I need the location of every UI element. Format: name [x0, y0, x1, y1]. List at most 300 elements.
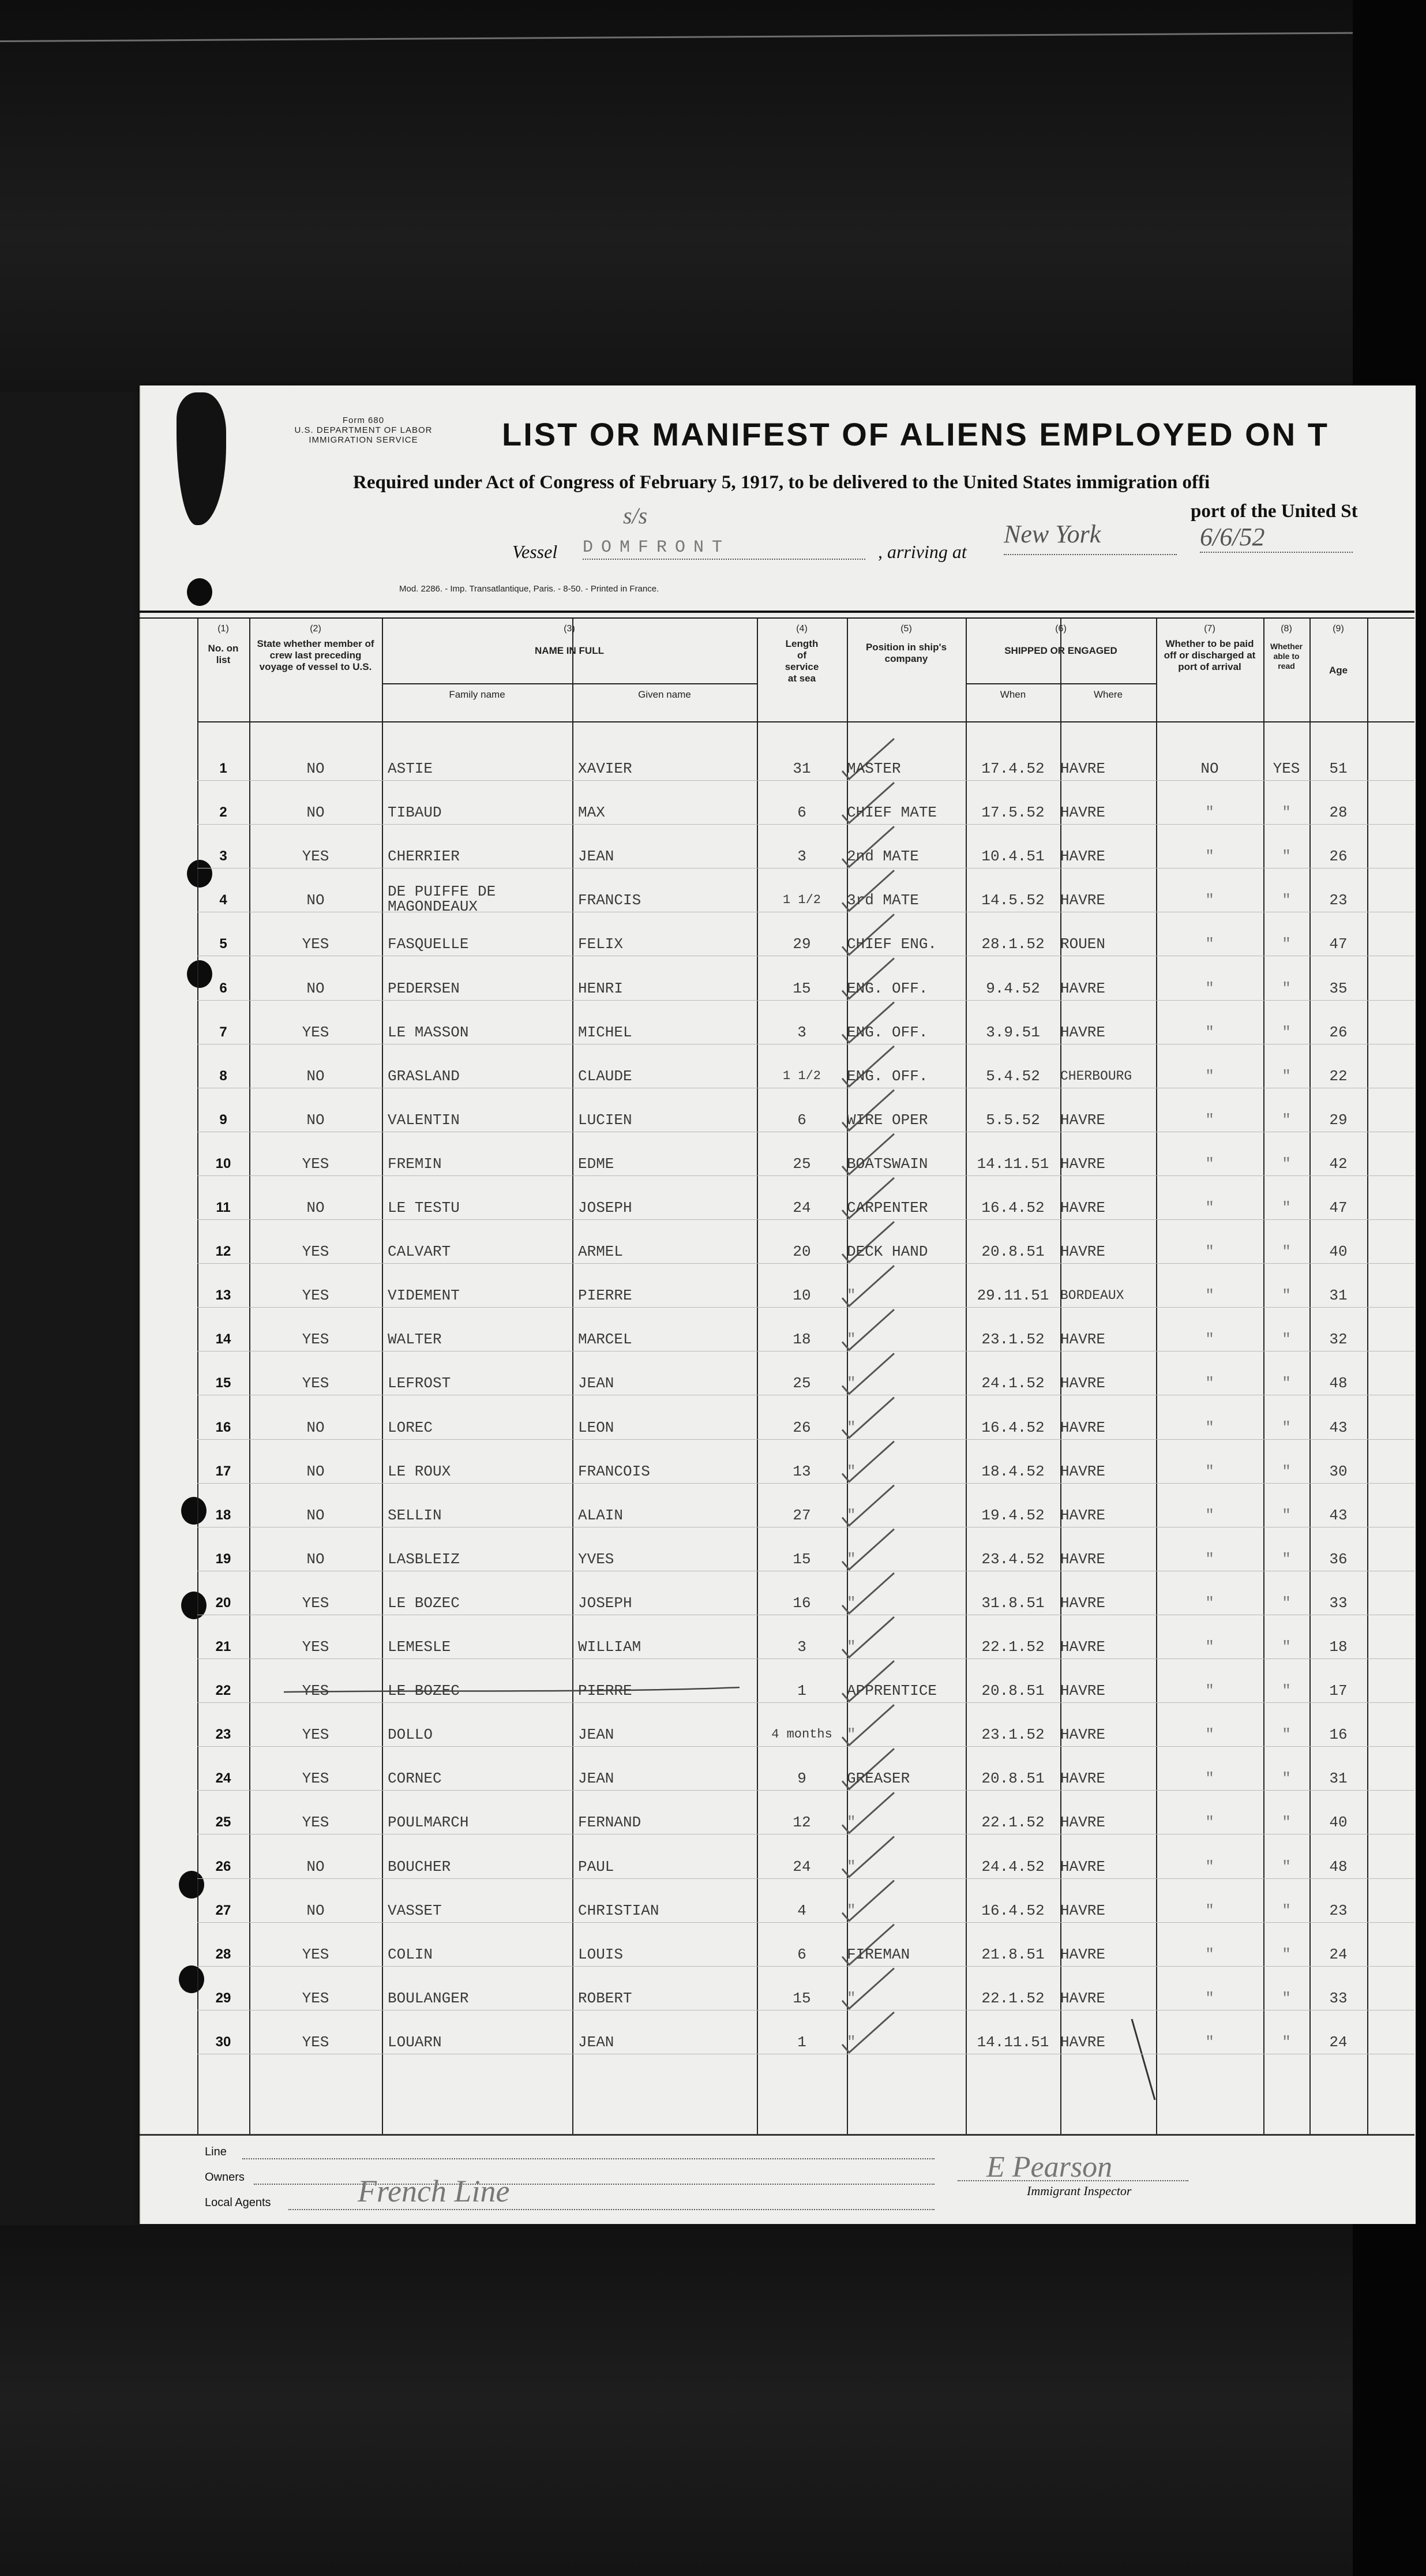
prev-voyage-cell: YES: [302, 1331, 329, 1349]
shipped-when-cell: 23.1.52: [981, 1331, 1045, 1349]
age-cell: 32: [1329, 1331, 1348, 1349]
able-to-read-cell: ": [1282, 1243, 1291, 1261]
inspector-label: Immigrant Inspector: [1027, 2184, 1132, 2198]
prev-voyage-cell: YES: [302, 1638, 329, 1656]
shipped-where-cell: HAVRE: [1060, 1418, 1106, 1436]
shipped-where-cell: HAVRE: [1060, 1243, 1106, 1261]
position-cell: ": [847, 1550, 856, 1568]
family-name-cell: LASBLEIZ: [388, 1550, 460, 1568]
given-name-cell: JEAN: [578, 1770, 614, 1788]
age-cell: 22: [1329, 1067, 1348, 1085]
shipped-where-cell: HAVRE: [1060, 892, 1106, 909]
shipped-where-cell: HAVRE: [1060, 848, 1106, 866]
prev-voyage-cell: YES: [302, 1023, 329, 1041]
service-length-cell: 10: [793, 1287, 811, 1305]
shipped-when-cell: 5.5.52: [986, 1111, 1040, 1129]
age-cell: 24: [1329, 1945, 1348, 1963]
service-length-cell: 27: [793, 1506, 811, 1524]
able-to-read-cell: ": [1282, 1901, 1291, 1919]
service-length-cell: 16: [793, 1594, 811, 1612]
printer-line: Mod. 2286. - Imp. Transatlantique, Paris. - 8-50. - Printed in France.: [399, 584, 659, 594]
shipped-where-cell: HAVRE: [1060, 1375, 1106, 1392]
able-to-read-cell: ": [1282, 1989, 1291, 2007]
prev-voyage-cell: NO: [306, 1506, 325, 1524]
local-agents-handwritten: French Line: [358, 2174, 510, 2208]
row-number: 10: [215, 1155, 231, 1171]
shipped-when-cell: 17.5.52: [981, 804, 1045, 822]
age-cell: 43: [1329, 1418, 1348, 1436]
row-rule: [197, 1483, 1414, 1484]
row-number: 5: [219, 936, 227, 952]
family-name-cell: LE TESTU: [388, 1199, 460, 1216]
col-read-header: Whether able to read: [1270, 642, 1303, 671]
row-number: 21: [215, 1639, 231, 1654]
local-agents-label: Local Agents: [205, 2196, 271, 2209]
paid-off-cell: ": [1205, 1462, 1214, 1480]
able-to-read-cell: ": [1282, 1858, 1291, 1875]
shipped-where-cell: HAVRE: [1060, 1506, 1106, 1524]
shipped-where-cell: HAVRE: [1060, 1989, 1106, 2007]
row-rule: [197, 1702, 1414, 1703]
position-cell: ENG. OFF.: [847, 1023, 928, 1041]
paid-off-cell: ": [1205, 1506, 1214, 1524]
able-to-read-cell: ": [1282, 1155, 1291, 1173]
document-subtitle-continued: port of the United St: [1191, 501, 1358, 522]
service-length-cell: 13: [793, 1462, 811, 1480]
shipped-when-cell: 14.11.51: [977, 2033, 1049, 2051]
position-cell: ": [847, 1462, 856, 1480]
service-length-cell: 20: [793, 1243, 811, 1261]
prev-voyage-cell: YES: [302, 1243, 329, 1261]
col-number-label: (6): [1055, 624, 1067, 634]
owners-dotted-field: [254, 2184, 935, 2185]
given-name-cell: YVES: [578, 1550, 614, 1568]
row-number: 18: [215, 1507, 231, 1523]
able-to-read-cell: ": [1282, 1770, 1291, 1788]
shipped-where-cell: HAVRE: [1060, 1638, 1106, 1656]
paid-off-cell: ": [1205, 1858, 1214, 1875]
prev-voyage-cell: YES: [302, 1594, 329, 1612]
row-number: 16: [215, 1419, 231, 1435]
able-to-read-cell: ": [1282, 1067, 1291, 1085]
shipped-where-cell: HAVRE: [1060, 1155, 1106, 1173]
service-length-cell: 1: [797, 1682, 806, 1700]
shipped-where-cell: ROUEN: [1060, 935, 1106, 953]
given-name-cell: CLAUDE: [578, 1067, 632, 1085]
able-to-read-cell: ": [1282, 1375, 1291, 1392]
service-length-cell: 9: [797, 1770, 806, 1788]
given-name-cell: JOSEPH: [578, 1594, 632, 1612]
col-number-label: (7): [1204, 624, 1215, 634]
family-name-cell: CALVART: [388, 1243, 451, 1261]
arrival-port: New York: [1004, 519, 1177, 555]
service-length-cell: 15: [793, 979, 811, 997]
shipped-when-cell: 14.11.51: [977, 1155, 1049, 1173]
position-cell: CHIEF ENG.: [847, 935, 937, 953]
shipped-when-cell: 22.1.52: [981, 1989, 1045, 2007]
position-cell: ": [847, 1418, 856, 1436]
position-cell: ": [847, 1638, 856, 1656]
shipped-when-cell: 24.4.52: [981, 1858, 1045, 1875]
col-shipped-header: SHIPPED OR ENGAGED: [1004, 645, 1117, 656]
given-name-cell: CHRISTIAN: [578, 1901, 659, 1919]
service-length-cell: 25: [793, 1155, 811, 1173]
row-rule: [197, 1878, 1414, 1879]
shipped-when-cell: 17.4.52: [981, 760, 1045, 777]
paid-off-cell: ": [1205, 1989, 1214, 2007]
position-cell: ENG. OFF.: [847, 1067, 928, 1085]
paid-off-cell: ": [1205, 1375, 1214, 1392]
shipped-when-cell: 20.8.51: [981, 1243, 1045, 1261]
service-length-cell: 24: [793, 1199, 811, 1216]
age-cell: 33: [1329, 1989, 1348, 2007]
local-agents-dotted-field: [288, 2209, 935, 2210]
paid-off-cell: ": [1205, 1814, 1214, 1832]
position-cell: APPRENTICE: [847, 1682, 937, 1700]
service-length-cell: 29: [793, 935, 811, 953]
age-cell: 36: [1329, 1550, 1348, 1568]
given-name-cell: ALAIN: [578, 1506, 624, 1524]
shipped-when-cell: 16.4.52: [981, 1418, 1045, 1436]
able-to-read-cell: ": [1282, 935, 1291, 953]
service-name: IMMIGRATION SERVICE: [309, 435, 418, 445]
shipped-when-cell: 9.4.52: [986, 979, 1040, 997]
able-to-read-cell: YES: [1273, 760, 1300, 777]
row-number: 15: [215, 1375, 231, 1391]
able-to-read-cell: ": [1282, 892, 1291, 909]
col-number-label: (5): [900, 624, 912, 634]
service-length-cell: 25: [793, 1375, 811, 1392]
shipped-when-cell: 21.8.51: [981, 1945, 1045, 1963]
position-cell: MASTER: [847, 760, 901, 777]
col-position-header: Position in ship's company: [865, 642, 947, 664]
row-rule: [197, 1439, 1414, 1440]
able-to-read-cell: ": [1282, 1462, 1291, 1480]
shipped-where-cell: HAVRE: [1060, 2033, 1106, 2051]
shipped-where-cell: HAVRE: [1060, 1594, 1106, 1612]
shipped-where-cell: HAVRE: [1060, 1111, 1106, 1129]
given-name-cell: ARMEL: [578, 1243, 624, 1261]
position-cell: ": [847, 1287, 856, 1305]
arriving-label: , arriving at: [878, 541, 967, 562]
age-cell: 40: [1329, 1814, 1348, 1832]
paid-off-cell: ": [1205, 1638, 1214, 1656]
vessel-name: DOMFRONT: [583, 538, 865, 560]
paid-off-cell: ": [1205, 1682, 1214, 1700]
prev-voyage-cell: YES: [302, 1814, 329, 1832]
row-rule: [197, 1790, 1414, 1791]
col-service-header: Length of service at sea: [785, 638, 819, 684]
row-number: 25: [215, 1814, 231, 1830]
able-to-read-cell: ": [1282, 1199, 1291, 1216]
col-number-label: (9): [1333, 624, 1344, 634]
given-name-cell: PIERRE: [578, 1682, 632, 1700]
family-name-cell: LOREC: [388, 1418, 433, 1436]
prev-voyage-cell: YES: [302, 1375, 329, 1392]
service-length-cell: 6: [797, 1945, 806, 1963]
age-cell: 47: [1329, 935, 1348, 953]
row-number: 29: [215, 1990, 231, 2006]
row-number: 26: [215, 1858, 231, 1874]
position-cell: BOATSWAIN: [847, 1155, 928, 1173]
given-name-cell: XAVIER: [578, 760, 632, 777]
row-number: 3: [219, 848, 227, 864]
shipped-when-cell: 23.1.52: [981, 1726, 1045, 1744]
given-name-cell: LUCIEN: [578, 1111, 632, 1129]
prev-voyage-cell: NO: [306, 1067, 325, 1085]
able-to-read-cell: ": [1282, 1111, 1291, 1129]
shipped-where-cell: HAVRE: [1060, 1462, 1106, 1480]
prev-voyage-cell: YES: [302, 1989, 329, 2007]
row-number: 7: [219, 1024, 227, 1040]
family-name-cell: ASTIE: [388, 760, 433, 777]
paid-off-cell: ": [1205, 1331, 1214, 1349]
paid-off-cell: ": [1205, 1243, 1214, 1261]
inspector-signature: E Pearson: [986, 2151, 1113, 2184]
document-subtitle: Required under Act of Congress of February 5, 1917, to be delivered to the United States immigration offi: [353, 472, 1210, 493]
row-number: 9: [219, 1111, 227, 1128]
position-cell: GREASER: [847, 1770, 910, 1788]
shipped-where-cell: HAVRE: [1060, 1901, 1106, 1919]
service-length-cell: 4: [797, 1901, 806, 1919]
family-name-cell: SELLIN: [388, 1506, 442, 1524]
given-name-cell: ROBERT: [578, 1989, 632, 2007]
able-to-read-cell: ": [1282, 1594, 1291, 1612]
age-cell: 48: [1329, 1375, 1348, 1392]
service-length-cell: 4 months: [771, 1727, 832, 1742]
prev-voyage-cell: YES: [302, 2033, 329, 2051]
shipped-when-cell: 20.8.51: [981, 1682, 1045, 1700]
service-length-cell: 31: [793, 760, 811, 777]
line-dotted-field: [242, 2158, 935, 2159]
family-name-cell: LEMESLE: [388, 1638, 451, 1656]
row-rule: [197, 780, 1414, 781]
family-name-cell: BOUCHER: [388, 1858, 451, 1875]
family-name-cell: LE BOZEC: [388, 1594, 460, 1612]
family-name-cell: VIDEMENT: [388, 1287, 460, 1305]
prev-voyage-cell: YES: [302, 1155, 329, 1173]
service-length-cell: 1 1/2: [782, 893, 821, 908]
col-no-header: No. on list: [208, 643, 239, 665]
family-name-cell: BOULANGER: [388, 1989, 469, 2007]
col-number-label: (3): [564, 624, 575, 634]
row-number: 20: [215, 1594, 231, 1611]
row-number: 22: [215, 1683, 231, 1699]
paid-off-cell: ": [1205, 1111, 1214, 1129]
service-length-cell: 15: [793, 1989, 811, 2007]
paid-off-cell: ": [1205, 979, 1214, 997]
shipped-where-cell: HAVRE: [1060, 1726, 1106, 1744]
shipped-when-cell: 16.4.52: [981, 1901, 1045, 1919]
given-name-cell: LEON: [578, 1418, 614, 1436]
shipped-when-cell: 16.4.52: [981, 1199, 1045, 1216]
shipped-when-cell: 14.5.52: [981, 892, 1045, 909]
age-cell: 29: [1329, 1111, 1348, 1129]
department-name: U.S. DEPARTMENT OF LABOR: [294, 425, 433, 435]
prev-voyage-cell: YES: [302, 935, 329, 953]
col-prev-voyage-header: State whether member of crew last preceding voyage of vessel to U.S.: [257, 638, 374, 672]
scan-background-bottom: [0, 2225, 1353, 2576]
able-to-read-cell: ": [1282, 1331, 1291, 1349]
col-given-name-header: Given name: [638, 689, 691, 700]
paid-off-cell: ": [1205, 2033, 1214, 2051]
given-name-cell: MICHEL: [578, 1023, 632, 1041]
row-rule: [197, 1966, 1414, 1967]
position-cell: ": [847, 1901, 856, 1919]
given-name-cell: WILLIAM: [578, 1638, 641, 1656]
family-name-cell: VASSET: [388, 1901, 442, 1919]
paid-off-cell: ": [1205, 1287, 1214, 1305]
family-name-cell: DE PUIFFE DE MAGONDEAUX: [388, 883, 496, 916]
shipped-when-cell: 24.1.52: [981, 1375, 1045, 1392]
family-name-cell: POULMARCH: [388, 1814, 469, 1832]
family-name-cell: WALTER: [388, 1331, 442, 1349]
service-length-cell: 1: [797, 2033, 806, 2051]
row-rule: [197, 1746, 1414, 1747]
prev-voyage-cell: NO: [306, 804, 325, 822]
able-to-read-cell: ": [1282, 1418, 1291, 1436]
position-cell: FIREMAN: [847, 1945, 910, 1963]
row-number: 1: [219, 761, 227, 776]
shipped-when-cell: 10.4.51: [981, 848, 1045, 866]
age-cell: 48: [1329, 1858, 1348, 1875]
col-when-header: When: [1000, 689, 1026, 700]
prev-voyage-cell: YES: [302, 1287, 329, 1305]
prev-voyage-cell: NO: [306, 1858, 325, 1875]
service-length-cell: 6: [797, 1111, 806, 1129]
able-to-read-cell: ": [1282, 1638, 1291, 1656]
shipped-when-cell: 3.9.51: [986, 1023, 1040, 1041]
row-number: 12: [215, 1244, 231, 1260]
family-name-cell: LOUARN: [388, 2033, 442, 2051]
row-rule: [197, 1000, 1414, 1001]
position-cell: ": [847, 1989, 856, 2007]
shipped-where-cell: HAVRE: [1060, 1023, 1106, 1041]
row-rule: [197, 1263, 1414, 1264]
able-to-read-cell: ": [1282, 1726, 1291, 1744]
family-name-cell: CHERRIER: [388, 848, 460, 866]
able-to-read-cell: ": [1282, 1023, 1291, 1041]
position-cell: 2nd MATE: [847, 848, 919, 866]
footer-rule: [140, 2134, 1414, 2136]
position-cell: ": [847, 1375, 856, 1392]
col-name-header: NAME IN FULL: [535, 645, 604, 656]
able-to-read-cell: ": [1282, 804, 1291, 822]
shipped-when-cell: 20.8.51: [981, 1770, 1045, 1788]
prev-voyage-cell: NO: [306, 1462, 325, 1480]
position-cell: 3rd MATE: [847, 892, 919, 909]
able-to-read-cell: ": [1282, 1682, 1291, 1700]
family-name-cell: VALENTIN: [388, 1111, 460, 1129]
age-cell: 43: [1329, 1506, 1348, 1524]
service-length-cell: 15: [793, 1550, 811, 1568]
prev-voyage-cell: YES: [302, 1770, 329, 1788]
shipped-where-cell: HAVRE: [1060, 1945, 1106, 1963]
family-name-cell: PEDERSEN: [388, 979, 460, 997]
age-cell: 51: [1329, 760, 1348, 777]
row-number: 14: [215, 1331, 231, 1347]
shipped-where-cell: HAVRE: [1060, 979, 1106, 997]
age-cell: 24: [1329, 2033, 1348, 2051]
prev-voyage-cell: NO: [306, 1550, 325, 1568]
prev-voyage-cell: YES: [302, 1682, 329, 1700]
given-name-cell: JEAN: [578, 848, 614, 866]
age-cell: 23: [1329, 892, 1348, 909]
document-title: LIST OR MANIFEST OF ALIENS EMPLOYED ON T: [502, 416, 1329, 452]
service-length-cell: 1 1/2: [782, 1068, 821, 1083]
inspector-dotted-field: [958, 2180, 1188, 2181]
row-number: 23: [215, 1727, 231, 1743]
service-length-cell: 24: [793, 1858, 811, 1875]
given-name-cell: FERNAND: [578, 1814, 641, 1832]
shipped-when-cell: 19.4.52: [981, 1506, 1045, 1524]
prev-voyage-cell: YES: [302, 1945, 329, 1963]
prev-voyage-cell: NO: [306, 1901, 325, 1919]
paid-off-cell: ": [1205, 1550, 1214, 1568]
able-to-read-cell: ": [1282, 2033, 1291, 2051]
position-cell: ": [847, 1594, 856, 1612]
family-name-cell: DOLLO: [388, 1726, 433, 1744]
able-to-read-cell: ": [1282, 1814, 1291, 1832]
family-name-cell: GRASLAND: [388, 1067, 460, 1085]
row-number: 30: [215, 2034, 231, 2050]
prev-voyage-cell: NO: [306, 1111, 325, 1129]
line-label: Line: [205, 2146, 227, 2158]
row-number: 2: [219, 804, 227, 821]
paid-off-cell: ": [1205, 1023, 1214, 1041]
paid-off-cell: ": [1205, 1945, 1214, 1963]
punch-hole: [187, 578, 212, 606]
row-number: 4: [219, 892, 227, 908]
given-name-cell: FRANCIS: [578, 892, 641, 909]
position-cell: CARPENTER: [847, 1199, 928, 1216]
prev-voyage-cell: NO: [306, 1199, 325, 1216]
col-family-name-header: Family name: [449, 689, 505, 700]
col-number-label: (2): [310, 624, 321, 634]
able-to-read-cell: ": [1282, 979, 1291, 997]
paid-off-cell: ": [1205, 935, 1214, 953]
service-length-cell: 6: [797, 804, 806, 822]
given-name-cell: MAX: [578, 804, 605, 822]
position-cell: ENG. OFF.: [847, 979, 928, 997]
prev-voyage-cell: YES: [302, 1726, 329, 1744]
shipped-where-cell: CHERBOURG: [1060, 1068, 1132, 1084]
age-cell: 30: [1329, 1462, 1348, 1480]
family-name-cell: FREMIN: [388, 1155, 442, 1173]
given-name-cell: HENRI: [578, 979, 624, 997]
paid-off-cell: ": [1205, 804, 1214, 822]
prev-voyage-cell: NO: [306, 1418, 325, 1436]
row-number: 11: [216, 1200, 231, 1215]
family-name-cell: COLIN: [388, 1945, 433, 1963]
position-cell: ": [847, 1858, 856, 1875]
shipped-where-cell: HAVRE: [1060, 1814, 1106, 1832]
paid-off-cell: ": [1205, 1418, 1214, 1436]
given-name-cell: LOUIS: [578, 1945, 624, 1963]
given-name-cell: FELIX: [578, 935, 624, 953]
able-to-read-cell: ": [1282, 1287, 1291, 1305]
row-rule: [197, 1307, 1414, 1308]
age-cell: 16: [1329, 1726, 1348, 1744]
paid-off-cell: ": [1205, 1594, 1214, 1612]
age-cell: 23: [1329, 1901, 1348, 1919]
able-to-read-cell: ": [1282, 848, 1291, 866]
able-to-read-cell: ": [1282, 1945, 1291, 1963]
age-cell: 26: [1329, 848, 1348, 866]
row-number: 6: [219, 980, 227, 996]
owners-label: Owners: [205, 2171, 245, 2184]
age-cell: 31: [1329, 1287, 1348, 1305]
